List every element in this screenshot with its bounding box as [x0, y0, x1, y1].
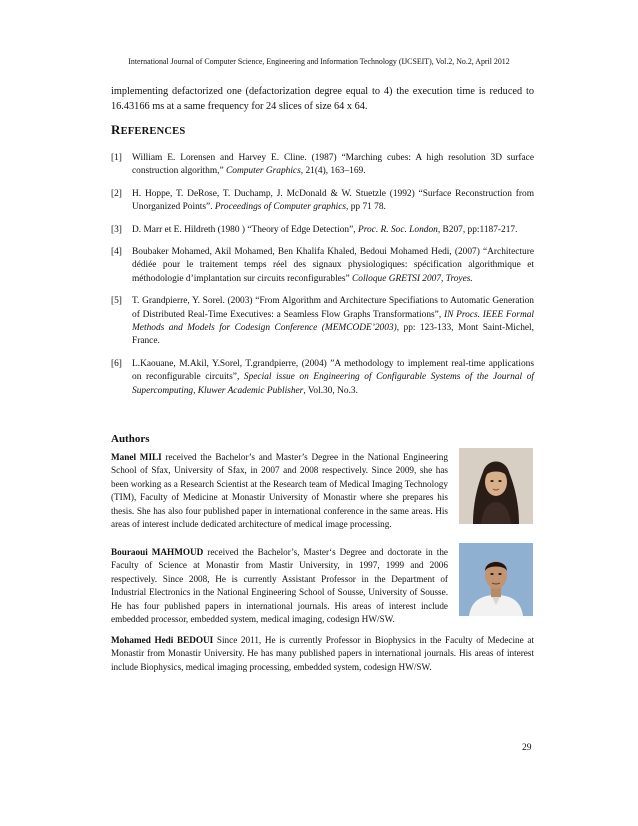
- author-photo-mili: [459, 448, 533, 524]
- author-bio-text: received the Bachelor’s and Master’s Degree in the National Engineering School of Sfax, University of Sfax, in 2007 and 2008 respectively. Since 2009, she has been working as a Research Scientist at the Research team of Medical Imaging Technology (TIM), Faculty of Medicine at Monastir University of Monastir where she prepares his thesis. She has also four published paper in international conference in the same areas. His areas of interest include dedicated architecture of medical image processing.: [111, 452, 448, 530]
- author-name: Mohamed Hedi BEDOUI: [111, 635, 214, 645]
- references-heading-initial: R: [111, 122, 121, 137]
- references-heading-rest: EFERENCES: [120, 126, 186, 137]
- reference-item: [111, 224, 534, 237]
- reference-item: [111, 188, 534, 215]
- reference-tail: , pp 71 78.: [346, 202, 386, 213]
- reference-item: [111, 358, 534, 398]
- reference-venue: Special issue on Engineering of Configurable Systems of the Journal of Supercomputing, Kluwer Academic Publisher: [132, 372, 534, 396]
- reference-text: H. Hoppe, T. DeRose, T. Duchamp, J. McDonald & W. Stuetzle (1992) “Surface Reconstruction from Unorganized Points”.: [132, 188, 534, 213]
- reference-venue: Colloque GRETSI 2007, Troyes.: [352, 273, 473, 284]
- author-bio-text: received the Bachelor’s, Master‘s Degree and doctorate in the Faculty of Science at Monastir from Mastir University, in 1997, 1999 and 2006 respectively. Since 2008, He is currently Assistant Professor in the Department of Industrial Electronics in the National Engineering School of Sousse, University of Sousse. He has four published papers in international journals. His areas of interest include embedded processor, embedded system, medical imaging, codesign HW/SW.: [111, 547, 448, 625]
- reference-tail: , 21(4), 163–169.: [300, 166, 366, 177]
- author-bio-mili: [111, 451, 448, 531]
- reference-text: T. Grandpierre, Y. Sorel. (2003) “From Algorithm and Architecture Specifiations to Automatic Generation of Distributed Real-Time Executives: a Seamless Flow Graphs Transformations”,: [132, 296, 534, 320]
- reference-tail: , Vol.30, No.3.: [303, 385, 358, 396]
- page-number: 29: [522, 743, 532, 753]
- running-header: International Journal of Computer Science, Engineering and Information Technology (IJCSEIT), Vol.2, No.2, April 2012: [128, 57, 510, 66]
- reference-number: [6]: [111, 358, 122, 369]
- reference-venue: IN Procs. IEEE Formal Methods and Models for Codesign Conference (MEMCODE’2003): [132, 309, 535, 334]
- reference-venue: Computer Graphics: [226, 166, 301, 177]
- authors-heading: Authors: [111, 433, 150, 445]
- references-heading: [111, 122, 185, 138]
- author-photo-mahmoud: [459, 543, 533, 616]
- author-bio-text: Since 2011, He is currently Professor in Biophysics in the Faculty of Medecine at Monastir from Monastir University. He has many published papers in international journals. His areas of interest include Biophysics, medical imaging processing, embedded system, codesign HW/SW.: [111, 635, 534, 672]
- portrait-man-image: [459, 543, 533, 616]
- reference-text: D. Marr et E. Hildreth (1980 ) “Theory of Edge Detection”,: [132, 224, 358, 235]
- reference-item: [111, 246, 534, 286]
- author-bio-mahmoud: [111, 546, 448, 626]
- reference-venue: Proceedings of Computer graphics: [214, 202, 347, 213]
- reference-list: [111, 152, 534, 407]
- author-name: Bouraoui MAHMOUD: [111, 547, 204, 557]
- reference-number: [3]: [111, 224, 122, 235]
- reference-item: [111, 152, 534, 179]
- reference-tail: , pp: 123-133, Mont Saint-Michel, France.: [132, 323, 534, 347]
- intro-paragraph: implementing defactorized one (defactorization degree equal to 4) the execution time is reduced to 16.43166 ms at a same frequency for 24 slices of size 64 x 64.: [111, 86, 534, 112]
- reference-text: William E. Lorensen and Harvey E. Cline. (1987) “Marching cubes: A high resolution 3D surface construction algorithm,”: [132, 153, 534, 177]
- reference-number: [5]: [111, 296, 122, 307]
- portrait-woman-image: [459, 448, 533, 524]
- reference-tail: , B207, pp:1187-217.: [437, 224, 518, 235]
- reference-item: [111, 295, 534, 349]
- reference-number: [4]: [111, 247, 122, 258]
- reference-number: [1]: [111, 153, 122, 163]
- reference-number: [2]: [111, 188, 122, 199]
- author-bio-bedoui: [111, 634, 534, 674]
- reference-venue: Proc. R. Soc. London: [357, 224, 438, 235]
- author-name: Manel MILI: [111, 452, 162, 462]
- reference-text: L.Kaouane, M.Akil, Y.Sorel, T.grandpierre, (2004) ”A methodology to implement real-time applications on reconfigurable circuits”,: [132, 358, 534, 383]
- reference-text: Boubaker Mohamed, Akil Mohamed, Ben Khalifa Khaled, Bedoui Mohamed Hedi, (2007) “Architecture dédiée pour le traitement temps réel des signaux physiologiques: spécification algorithmique et méthodologie d’implantation sur circuits reconfigurables”: [132, 247, 534, 284]
